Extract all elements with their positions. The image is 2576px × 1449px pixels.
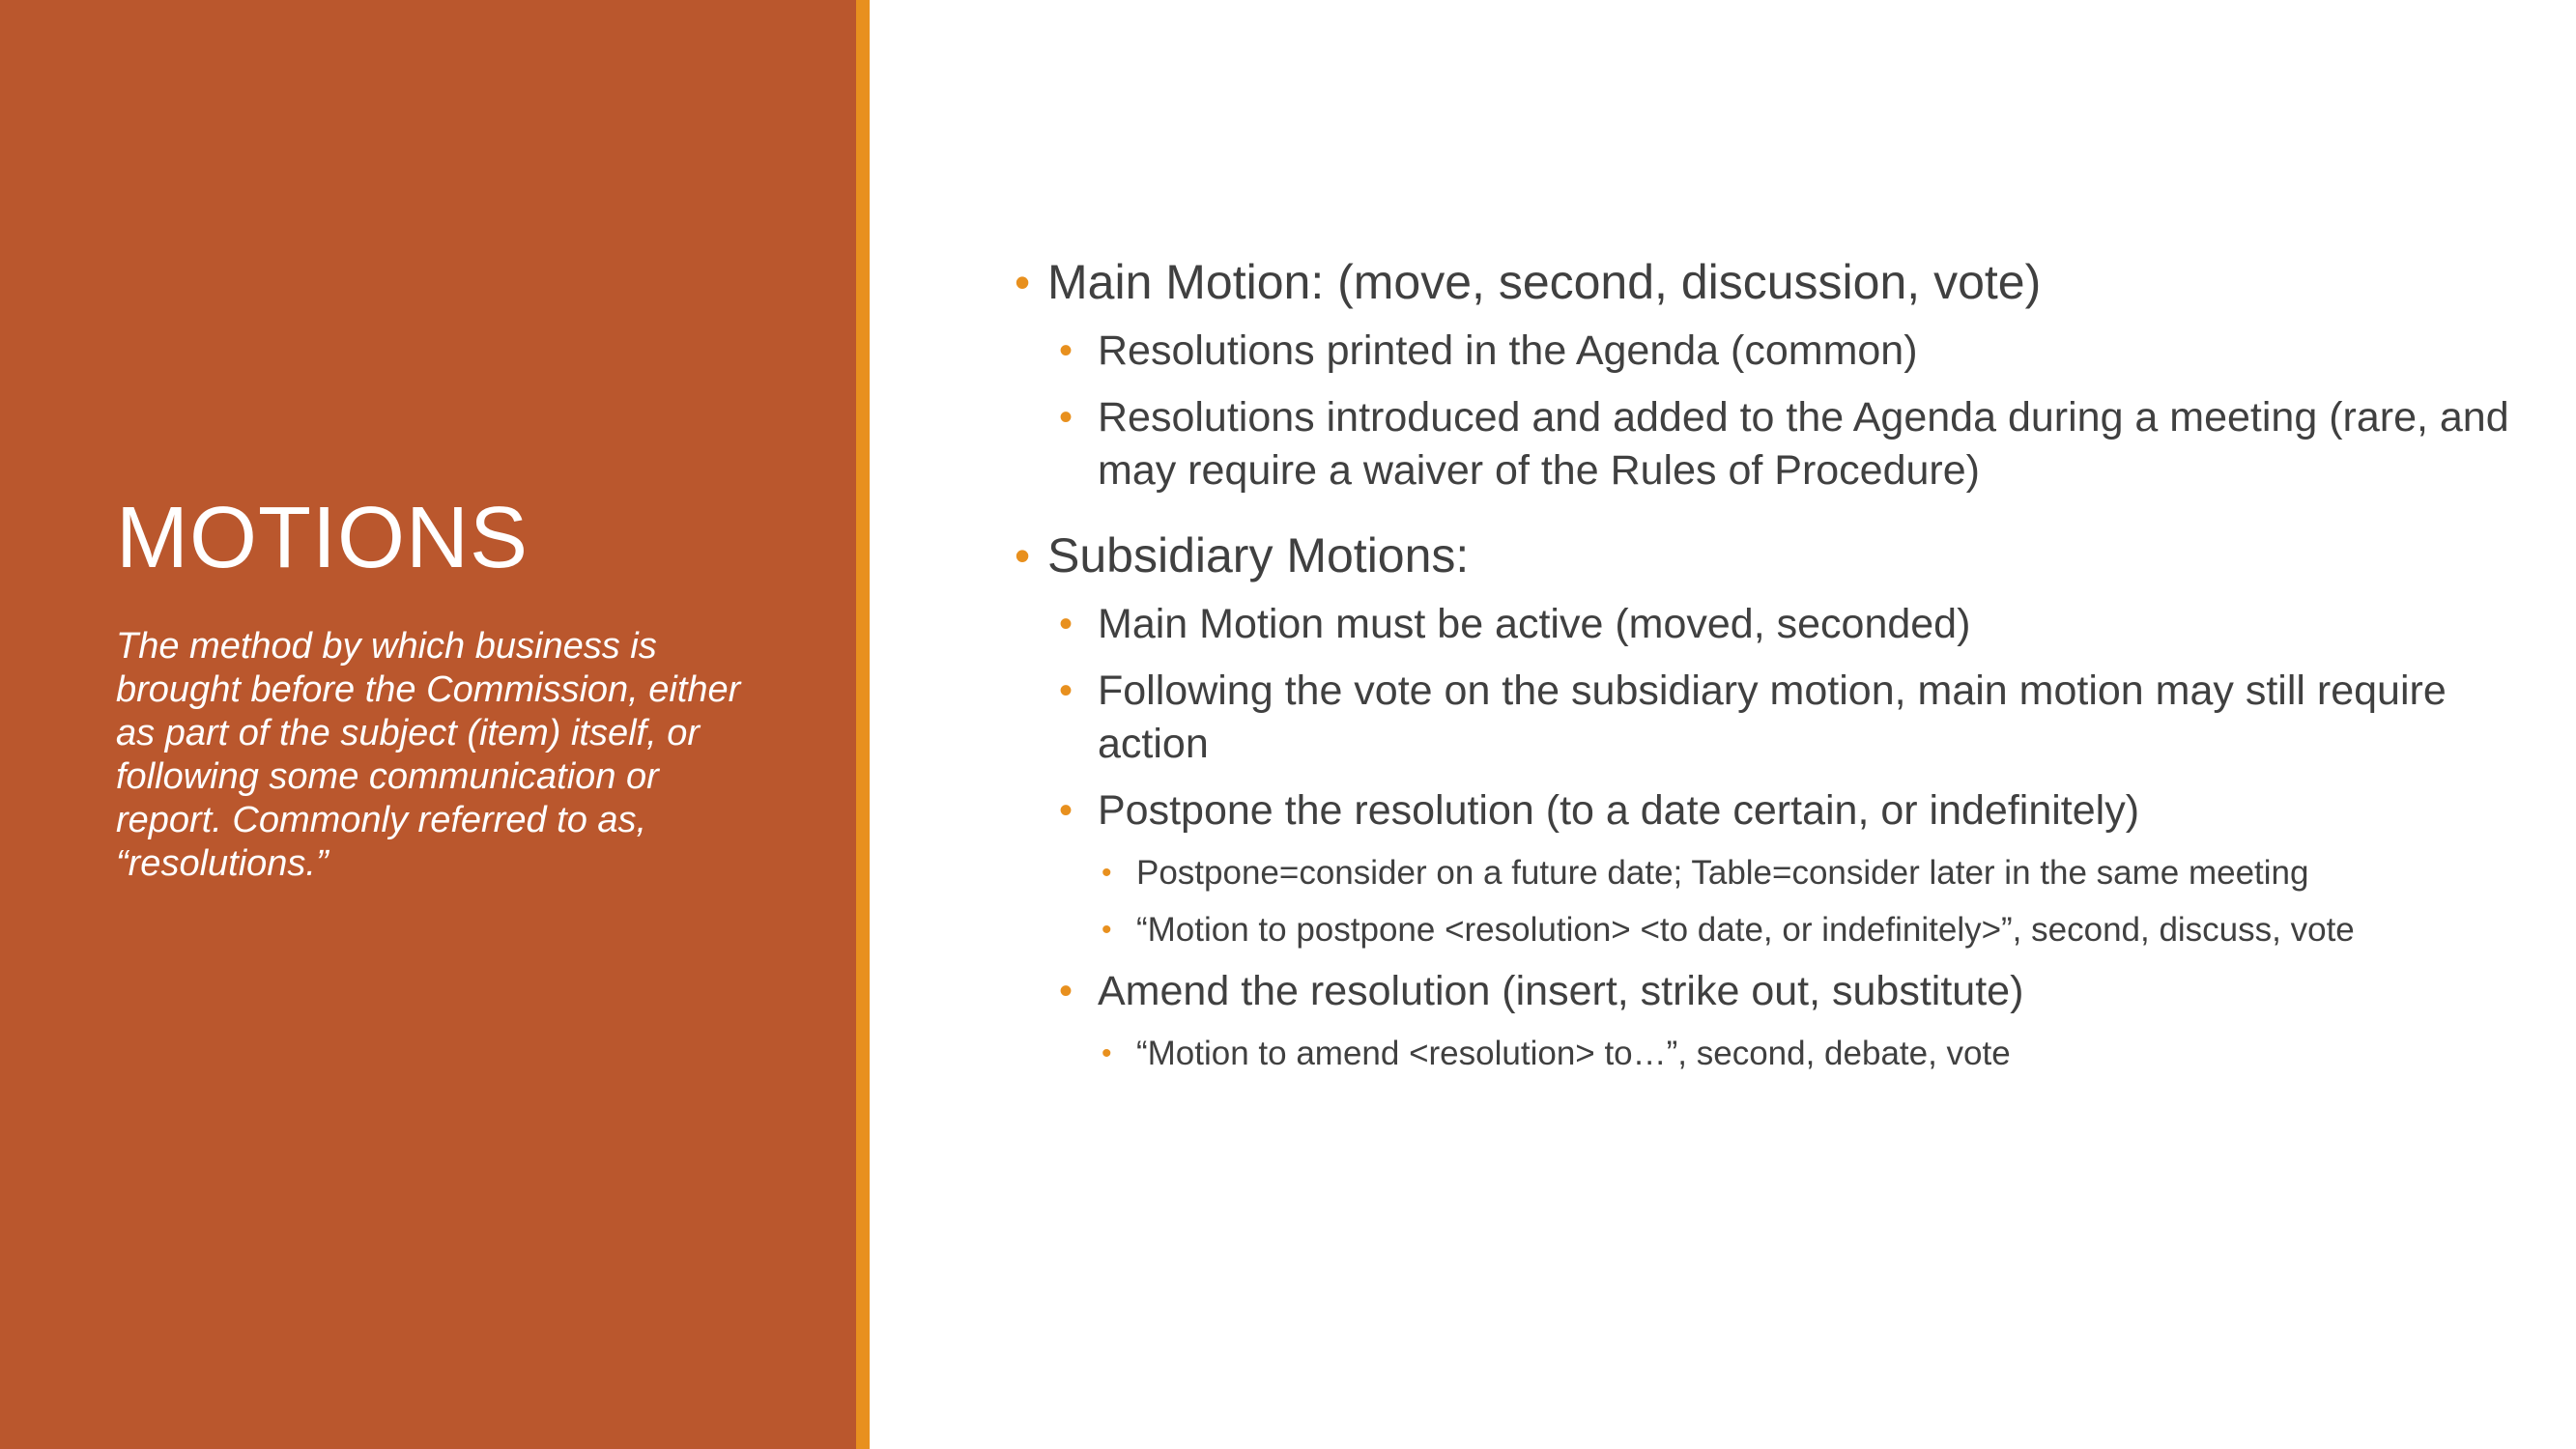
slide-title: MOTIONS (116, 490, 529, 586)
title-panel (0, 0, 856, 1449)
bullet-item (1007, 391, 2514, 497)
bullet-item (1007, 1032, 2514, 1075)
slide-subtitle: The method by which business is brought before the Commission, either as part of the subject (item) itself, or following some communication or report. Commonly referred to as, “resolutions.” (116, 626, 741, 884)
bullet-text: Postpone=consider on a future date; Table=consider later in the same meeting (1136, 854, 2309, 892)
accent-bar (856, 0, 870, 1449)
content-body (1007, 253, 2514, 1075)
bullet-item (1007, 908, 2514, 952)
bullet-text: “Motion to amend <resolution> to…”, second, debate, vote (1136, 1035, 2011, 1072)
bullet-icon: • (1102, 914, 1112, 946)
bullet-icon: • (1015, 257, 1031, 307)
bullet-text: Resolutions printed in the Agenda (common) (1098, 327, 1918, 374)
bullet-icon: • (1059, 789, 1073, 832)
bullet-item (1007, 665, 2514, 771)
bullet-icon: • (1059, 396, 1073, 439)
bullet-icon: • (1059, 329, 1073, 372)
bullet-icon: • (1102, 857, 1112, 889)
bullet-text: “Motion to postpone <resolution> <to date, or indefinitely>”, second, discuss, vote (1136, 911, 2355, 949)
bullet-icon: • (1059, 970, 1073, 1012)
bullet-text: Resolutions introduced and added to the Agenda during a meeting (rare, and may require a waiver of the Rules of Procedure) (1098, 394, 2509, 494)
bullet-icon: • (1102, 1037, 1112, 1069)
bullet-text: Amend the resolution (insert, strike out, substitute) (1098, 968, 2024, 1014)
bullet-item (1007, 851, 2514, 895)
bullet-item (1007, 253, 2514, 311)
bullet-text: Postpone the resolution (to a date certain, or indefinitely) (1098, 787, 2140, 834)
bullet-text: Subsidiary Motions: (1047, 528, 1470, 582)
bullet-item (1007, 965, 2514, 1018)
bullet-icon: • (1015, 530, 1031, 581)
bullet-item (1007, 526, 2514, 584)
bullet-text: Following the vote on the subsidiary motion, main motion may still require action (1098, 668, 2447, 767)
bullet-item (1007, 325, 2514, 378)
bullet-item (1007, 784, 2514, 838)
bullet-icon: • (1059, 603, 1073, 645)
bullet-text: Main Motion must be active (moved, seconded) (1098, 601, 1971, 647)
bullet-text: Main Motion: (move, second, discussion, vote) (1047, 255, 2042, 309)
bullet-icon: • (1059, 669, 1073, 712)
bullet-item (1007, 598, 2514, 651)
